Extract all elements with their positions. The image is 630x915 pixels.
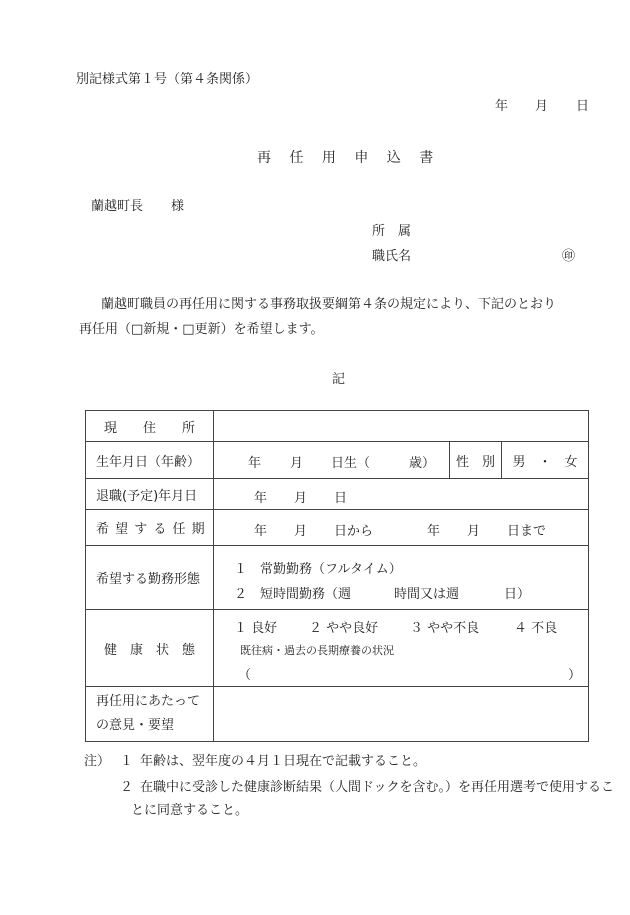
retire-month: 月	[294, 491, 308, 506]
term-from-month: 月	[294, 524, 308, 539]
addressee-name: 蘭越町長	[91, 199, 144, 214]
row-retire	[86, 479, 589, 510]
term-to-year: 年	[427, 524, 441, 539]
opinion-label-line-1: 再任用にあたって	[96, 694, 201, 709]
ki-marker: 記	[332, 372, 346, 387]
application-table	[85, 410, 589, 742]
term-field[interactable]	[214, 510, 589, 546]
notes-prefix: 注）	[84, 754, 111, 769]
row-opinion	[86, 687, 589, 742]
health-history-label: 既往病・過去の長期療養の状況	[240, 644, 394, 657]
row-birth	[86, 442, 589, 479]
health-option-3: ３ やや不良	[410, 621, 480, 636]
retire-label: 退職(予定)年月日	[86, 479, 214, 510]
page-title: 再 任 用 申 込 書	[257, 150, 441, 166]
opinion-label-line-2: の意見・要望	[96, 718, 175, 733]
note-2-line-1: 在職中に受診した健康診断結果（人間ドックを含む。）を再任用選考で使用するこ	[140, 780, 614, 795]
address-label: 現 住 所	[86, 411, 214, 442]
row-term	[86, 510, 589, 546]
retire-field[interactable]	[214, 479, 589, 510]
note-1-number: １	[120, 754, 134, 769]
birth-field[interactable]	[214, 442, 450, 479]
work-label: 希望する勤務形態	[86, 546, 214, 610]
birth-year: 年	[248, 456, 262, 471]
opinion-field[interactable]	[214, 687, 589, 742]
work-option-2-c: 日）	[504, 587, 531, 602]
term-from-year: 年	[254, 524, 268, 539]
row-work	[86, 546, 589, 610]
birth-day: 日生（	[331, 456, 371, 471]
retire-day: 日	[334, 491, 348, 506]
work-option-2-b: 時間又は週	[394, 587, 460, 602]
date-day-label: 日	[576, 99, 590, 114]
health-paren-close: ）	[568, 668, 582, 683]
work-option-2-a: ２ 短時間勤務（週	[234, 587, 352, 602]
health-option-1: １ 良好	[234, 621, 278, 636]
term-label: 希 望 す る 任 期	[86, 510, 214, 546]
gender-options[interactable]: 男 ・ 女	[502, 442, 589, 479]
birth-label: 生年月日（年齢）	[86, 442, 214, 479]
health-field[interactable]	[214, 610, 589, 687]
row-health	[86, 610, 589, 687]
health-label: 健 康 状 態	[86, 610, 214, 687]
note-1-text: 年齢は、翌年度の４月１日現在で記載すること。	[140, 754, 427, 769]
date-year-label: 年	[495, 99, 509, 114]
health-paren-open: （	[238, 668, 252, 683]
row-address	[86, 411, 589, 442]
opinion-label	[86, 687, 214, 742]
seal-mark: ㊞	[562, 249, 576, 264]
gender-label: 性 別	[450, 442, 502, 479]
work-field[interactable]	[214, 546, 589, 610]
term-from-day: 日から	[334, 524, 374, 539]
address-field[interactable]	[214, 411, 589, 442]
affiliation-label: 所 属	[372, 224, 412, 239]
term-to-day: 日まで	[507, 524, 547, 539]
work-option-1: １ 常勤勤務（フルタイム）	[234, 562, 402, 577]
addressee-honorific: 様	[171, 199, 185, 214]
body-line-2: 再任用（□新規・□更新）を希望します。	[79, 322, 324, 337]
note-2-number: ２	[120, 780, 134, 795]
retire-year: 年	[254, 491, 268, 506]
date-month-label: 月	[535, 99, 549, 114]
birth-age: 歳）	[409, 456, 436, 471]
note-2-line-2: とに同意すること。	[131, 803, 249, 818]
body-line-1: 蘭越町職員の再任用に関する事務取扱要綱第４条の規定により、下記のとおり	[101, 297, 557, 312]
health-option-2: ２ やや良好	[309, 621, 379, 636]
term-to-month: 月	[467, 524, 481, 539]
name-label: 職氏名	[372, 249, 412, 264]
form-number: 別記様式第１号（第４条関係）	[76, 72, 259, 87]
health-option-4: ４ 不良	[514, 621, 558, 636]
birth-month: 月	[290, 456, 304, 471]
